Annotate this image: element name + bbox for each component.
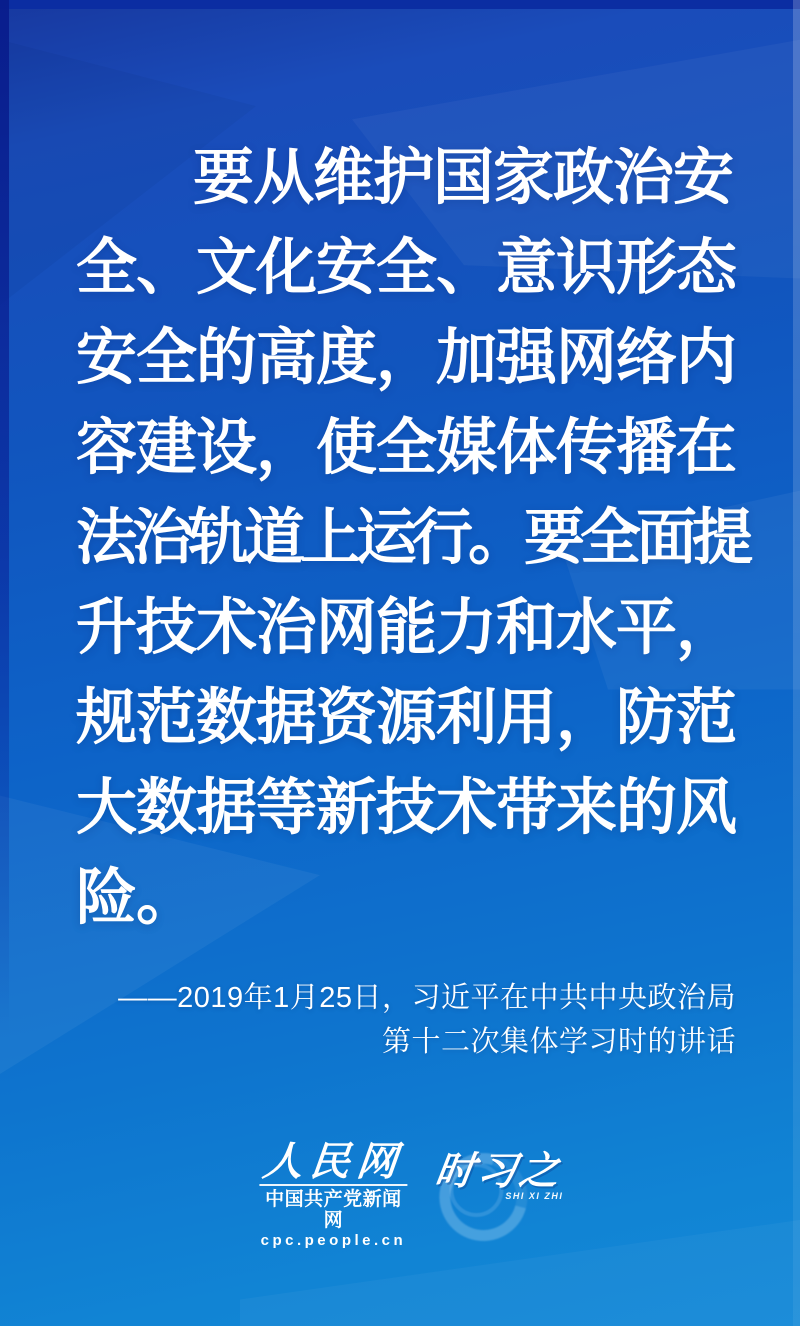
cpc-news-site-name: 中国共产党新闻网 bbox=[265, 1189, 402, 1231]
quote-line: 大数据等新技术带来的风 bbox=[76, 773, 737, 841]
quote-line: 险。 bbox=[76, 863, 197, 931]
quote-line: 全、文化安全、意识形态 bbox=[76, 233, 737, 301]
attribution-occasion-line: 第十二次集体学习时的讲话 bbox=[381, 1026, 736, 1058]
shixizhi-logo bbox=[432, 1141, 567, 1241]
peoples-daily-script-logo: 人民网 bbox=[260, 1140, 407, 1184]
people-daily-cpc-news-logo bbox=[257, 1141, 409, 1250]
quote-line: 容建设，使全媒体传播在 bbox=[76, 413, 737, 481]
attribution bbox=[118, 976, 736, 1064]
shixizhi-wordmark: 时习之 bbox=[432, 1150, 565, 1193]
card-top-edge bbox=[0, 0, 800, 9]
quote-block bbox=[76, 132, 749, 942]
quote-line: 升技术治网能力和水平， bbox=[76, 593, 737, 661]
quote-line: 要从维护国家政治安 bbox=[193, 143, 734, 211]
shixizhi-pinyin: SHI XI ZHI bbox=[505, 1191, 564, 1201]
cpc-news-url: cpc.people.cn bbox=[260, 1232, 407, 1249]
card-right-edge bbox=[793, 0, 800, 1326]
quote-line: 安全的高度，加强网络内 bbox=[76, 323, 737, 391]
quote-line: 规范数据资源利用，防范 bbox=[76, 683, 737, 751]
quote-line: 法治轨道上运行。要全面提 bbox=[76, 503, 749, 571]
logo-divider-line bbox=[259, 1184, 407, 1186]
card-left-edge bbox=[0, 0, 9, 1034]
attribution-source-line: ——2019年1月25日，习近平在中共中央政治局 bbox=[118, 982, 736, 1014]
footer-logos bbox=[257, 1141, 567, 1250]
